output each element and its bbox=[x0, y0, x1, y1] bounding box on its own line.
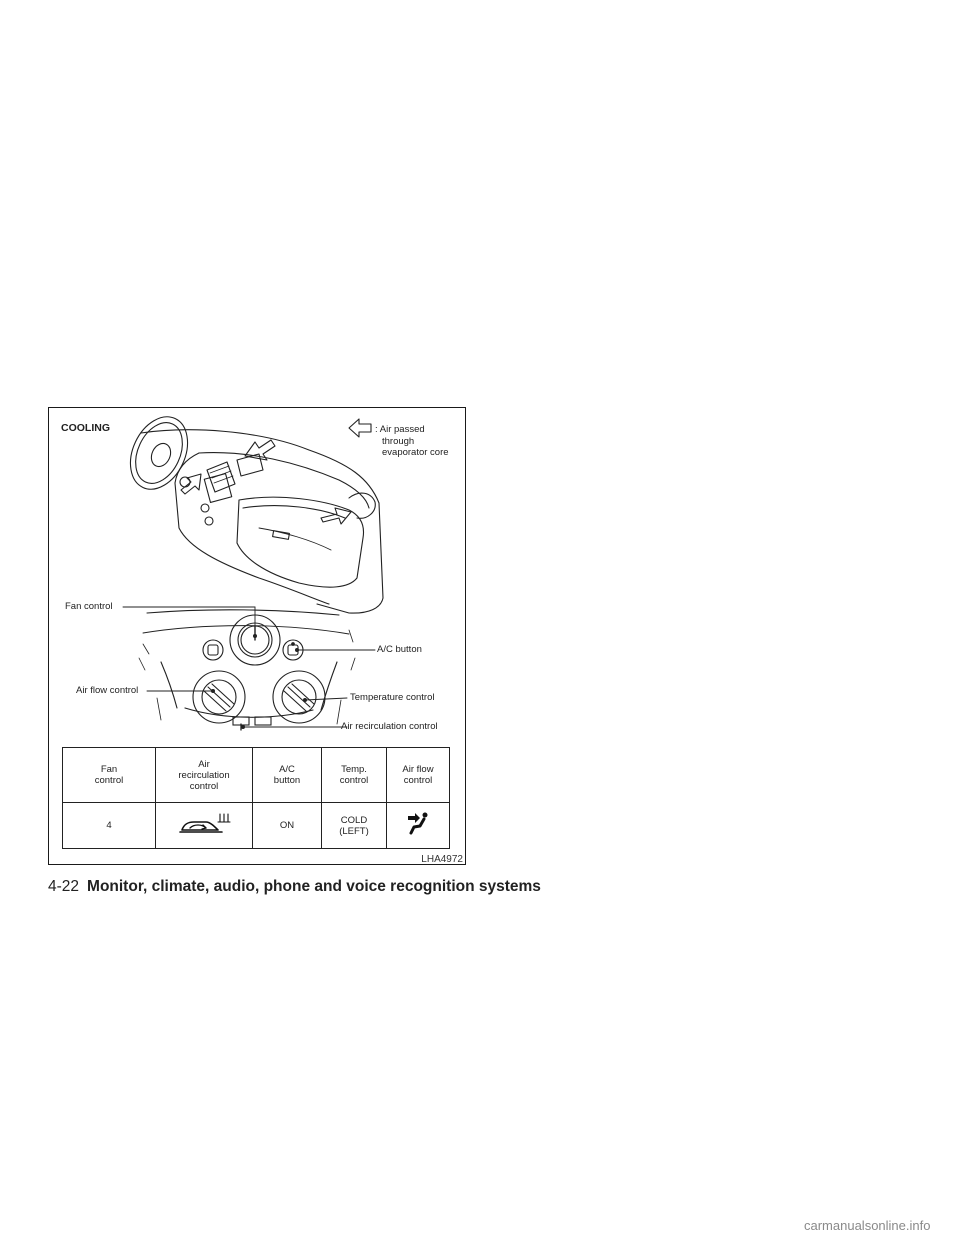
header-ac-button: A/C button bbox=[253, 748, 322, 803]
legend-line-3: evaporator core bbox=[382, 447, 449, 458]
air-recirculation-control-label: Air recirculation control bbox=[341, 721, 438, 732]
legend-text bbox=[375, 424, 449, 459]
control-settings-table bbox=[62, 747, 450, 849]
ac-value: ON bbox=[253, 803, 322, 849]
air-recirculation-icon bbox=[176, 810, 232, 838]
temp-value: COLD (LEFT) bbox=[322, 803, 387, 849]
header-air-recirculation-control: Air recirculation control bbox=[156, 748, 253, 803]
fan-value: 4 bbox=[63, 803, 156, 849]
air-flow-control-label: Air flow control bbox=[76, 685, 139, 696]
ac-button-label: A/C button bbox=[377, 644, 422, 655]
watermark: carmanualsonline.info bbox=[804, 1218, 931, 1233]
legend-line-1: : Air passed bbox=[375, 424, 425, 435]
page-number: 4-22 bbox=[48, 878, 80, 895]
page-footer bbox=[48, 878, 541, 896]
cooling-figure bbox=[48, 407, 466, 865]
figure-title: COOLING bbox=[61, 422, 110, 434]
temperature-control-label: Temperature control bbox=[350, 692, 435, 703]
table-header-row bbox=[63, 748, 450, 803]
air-recirculation-value bbox=[156, 803, 253, 849]
air-flow-value bbox=[387, 803, 450, 849]
fan-control-label: Fan control bbox=[65, 601, 113, 612]
header-air-flow-control: Air flow control bbox=[387, 748, 450, 803]
header-temp-control: Temp. control bbox=[322, 748, 387, 803]
legend-line-2: through bbox=[382, 435, 415, 447]
section-title: Monitor, climate, audio, phone and voice recognition systems bbox=[87, 878, 541, 895]
table-row bbox=[63, 803, 450, 849]
vent-mode-icon bbox=[405, 811, 431, 837]
figure-code: LHA4972 bbox=[421, 854, 463, 865]
header-fan-control: Fan control bbox=[63, 748, 156, 803]
